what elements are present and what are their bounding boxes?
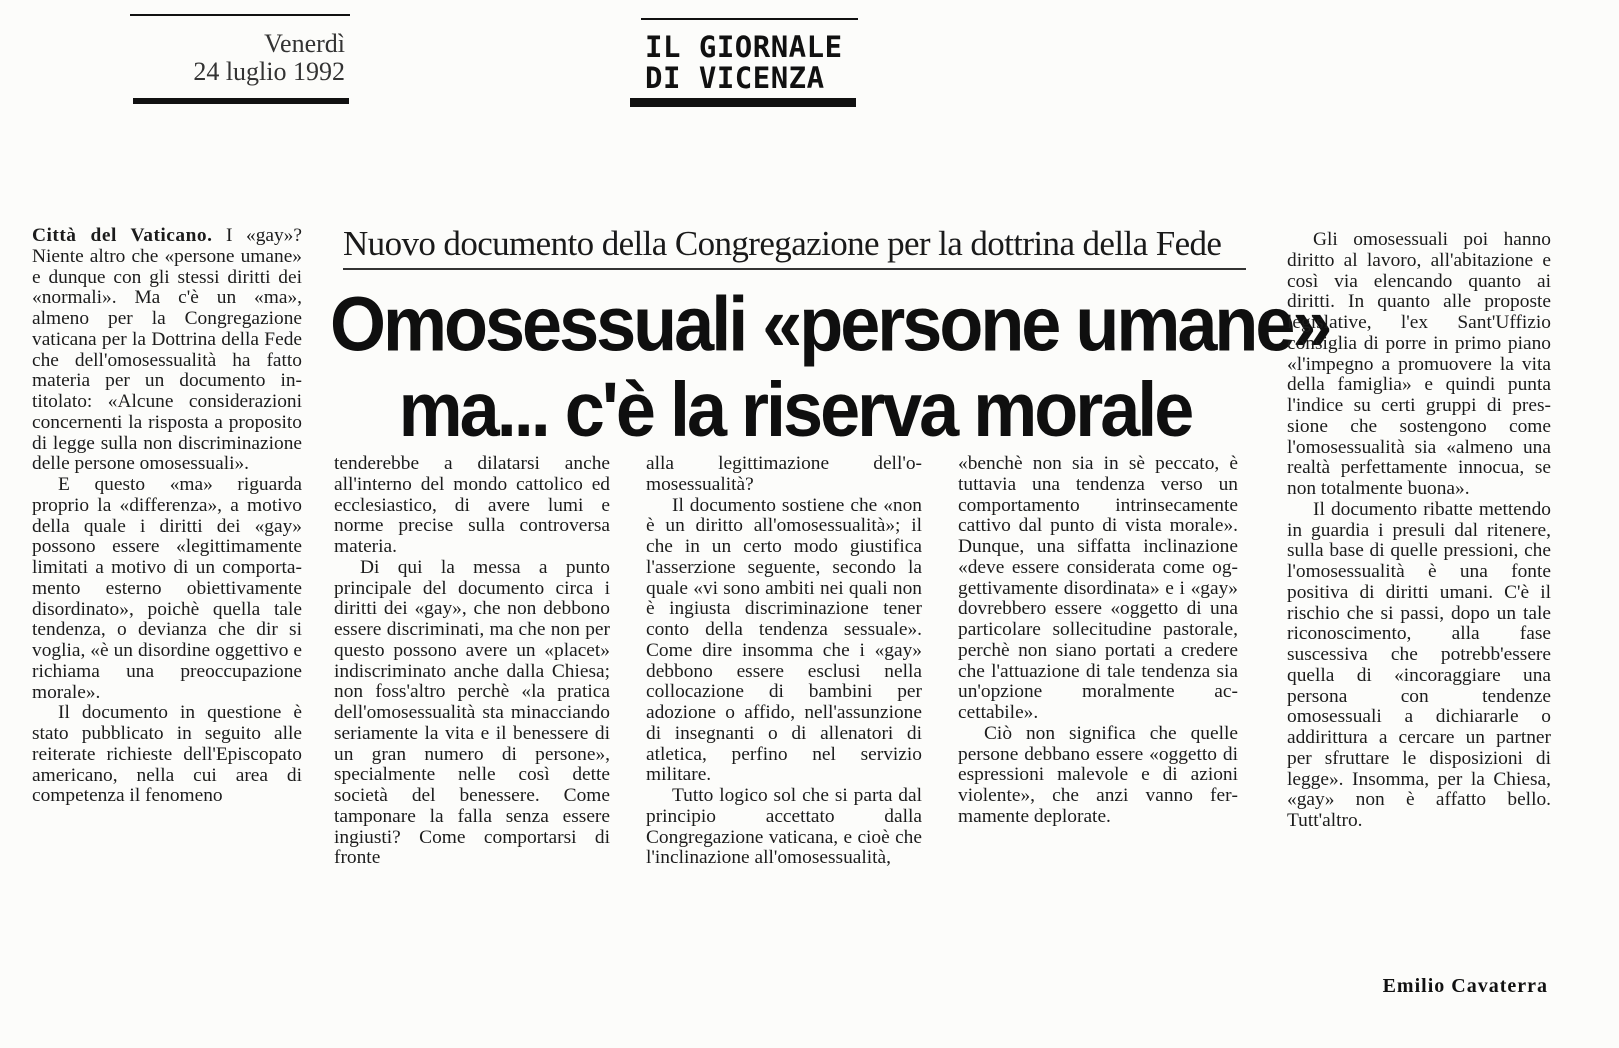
date-top-rule: [130, 14, 350, 16]
col2-paragraph-2: Di qui la messa a punto principale del documento circa i diritti dei «gay», che non debbono essere discriminati, ma che non per questo possono avere un «placet» indiscriminato anche dalla Chiesa; non foss'altro perchè «la pratica dell'omosessualità sta minacciando seriamente la vita e il benessere di un gran numero di persone», specialmente nelle così dette società del benessere. Come tamponare la falla senza essere ingiusti? Come comportarsi di fronte: [334, 556, 610, 869]
dateline-place: Città del Vaticano.: [32, 225, 213, 246]
col3-paragraph-1: alla legittimazione dell'omosessualità?: [646, 453, 922, 495]
col1-paragraph-3: Il documento in questione è stato pubblicato in seguito alle reiterate richieste dell'Episcopato americano, nella cui area di competenza il fenomeno: [32, 702, 302, 807]
headline-line1: Omosessuali «persone umane»: [330, 282, 1330, 368]
column-2: [334, 454, 610, 869]
headline: [330, 282, 1330, 454]
masthead-line2: DI VICENZA: [645, 61, 825, 95]
col4-paragraph-2: Ciò non significa che quelle persone debbano essere «oggetto di espressioni malevole e di azioni violente», che anzi vanno fermamente deplorate.: [958, 722, 1238, 827]
kicker-underline: [343, 268, 1246, 270]
col1-p1-text: I «gay»? Niente altro che «persone umane» e dunque con gli stessi diritti dei «normali». Ma c'è un «ma», almeno per la Congregazione vaticana per la Dottrina della Fede che dell'omosessualità ha fatto materia per un documento intitolato: «Alcune considerazioni concernenti la risposta a proposito di legge sulla non discriminazione delle persone omosessuali».: [32, 225, 302, 475]
kicker: Nuovo documento della Congregazione per la dottrina della Fede: [343, 224, 1222, 263]
col2-paragraph-1: tenderebbe a dilatarsi anche all'interno del mondo cattolico ed ecclesiastico, di avere lumi e norme precise sulla controversa materia.: [334, 453, 610, 557]
date-bottom-rule: [133, 98, 349, 104]
masthead-line1: IL GIORNALE: [645, 30, 843, 64]
column-1: [32, 226, 302, 807]
masthead: [645, 32, 845, 94]
column-5: [1287, 230, 1551, 832]
col5-paragraph-2: Il documento ribatte mettendo in guardia i presuli dal ritenere, sulla base di quelle pressioni, che l'omosessualità è una fonte positiva di diritti umani. C'è il rischio che si passi, dopo un tale riconoscimento, alla fase suscessiva che potrebb'essere quella di «incoraggiare una persona con tendenze omosessuali a dichiararle o addirittura a cercare un partner per sfruttare le disposizioni di legge». Insomma, per la Chiesa, «gay» non è affatto bello. Tutt'altro.: [1287, 498, 1551, 831]
masthead-bottom-rule: [630, 98, 856, 107]
masthead-top-rule: [641, 18, 858, 20]
col3-paragraph-3: Tutto logico sol che si parta dal principio accettato dalla Congregazione vaticana, e cioè che l'inclinazione all'omosessualità,: [646, 785, 922, 869]
column-4: [958, 454, 1238, 828]
dateline-header: [130, 30, 345, 86]
col1-paragraph-1: [32, 226, 302, 475]
col3-paragraph-2: Il documento sostiene che «non è un diritto all'omosessualità»; il che in un certo modo giustifica l'asserzione seguente, secondo la quale «vi sono ambiti nei quali non è ingiusta discriminazione tener conto della tendenza sessuale». Come dire insomma che i «gay» debbono essere esclusi nella collocazione di bambini per adozione o affido, nell'assunzione di insegnanti o di allenatori di atletica, perfino nel servizio militare.: [646, 494, 922, 786]
date-weekday: Venerdì: [264, 29, 345, 58]
author-signature: Emilio Cavaterra: [1382, 975, 1548, 997]
col4-paragraph-1: «benchè non sia in sè peccato, è tuttavia una tendenza verso un comportamento intrinsecamente cattivo dal punto di vista morale». Dunque, una siffatta inclinazione «deve essere considerata come oggettivamente disordinata» e i «gay» dovrebbero essere «oggetto di una particolare sollecitudine pastorale, perchè non siano portati a credere che l'attuazione di tale tendenza sia un'opzione moralmente accettabile».: [958, 453, 1238, 723]
date-full: 24 luglio 1992: [193, 57, 345, 86]
col5-paragraph-1: Gli omosessuali poi hanno diritto al lavoro, all'abitazione e così via elencando quanto ai diritti. In quanto alle proposte legislative, l'ex Sant'Uffizio consiglia di porre in primo piano «l'impegno a promuovere la vita della famiglia» e quindi punta l'indice su certi gruppi di pressione che sostengono come l'omosessualità sia «almeno una realtà perfettamente innocua, se non totalmente buona».: [1287, 229, 1551, 499]
col1-paragraph-2: E questo «ma» riguarda proprio la «differenza», a motivo della quale i diritti dei «gay» possono essere «legittimamente limitati a motivo di un comportamento esterno obiettivamente disordinato», poichè quella tale tendenza, o devianza che dir si voglia, «è un disordine oggettivo e richiama una preoccupazione morale».: [32, 474, 302, 703]
column-3: [646, 454, 922, 869]
headline-line2: ma... c'è la riserva morale: [398, 367, 1192, 454]
